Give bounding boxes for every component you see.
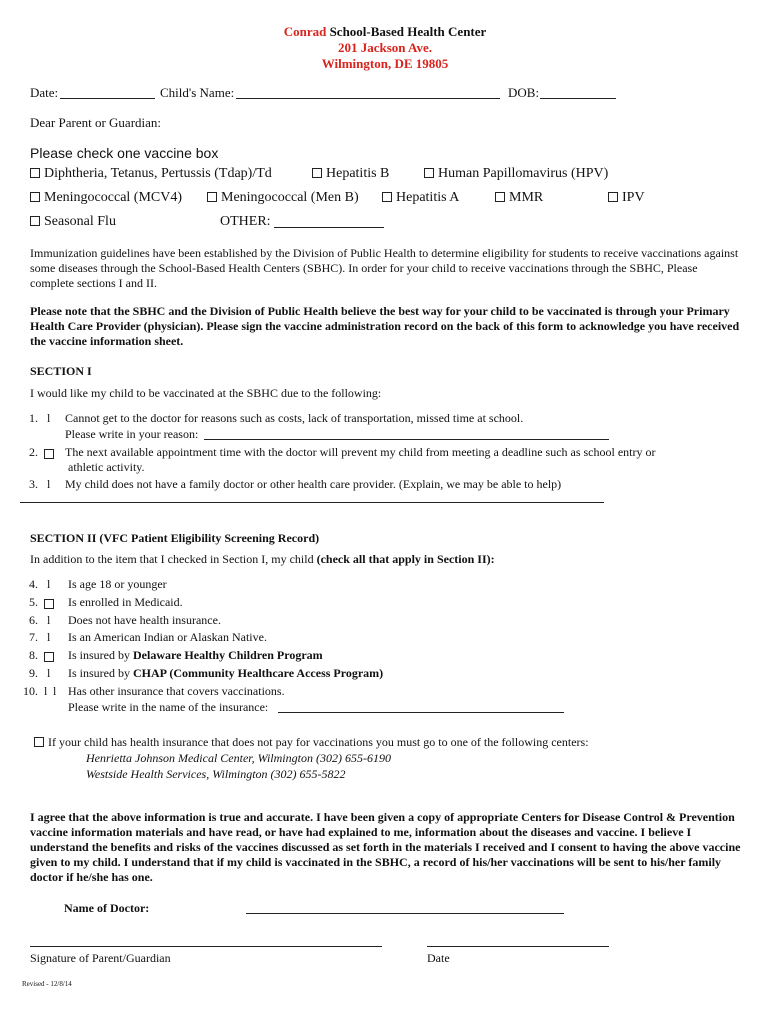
checkbox-mark[interactable]: l [47, 666, 51, 680]
checkbox[interactable] [608, 192, 618, 202]
doctor-name-field[interactable] [246, 913, 564, 914]
checkbox[interactable] [495, 192, 505, 202]
parent-signature-field[interactable] [30, 946, 382, 947]
checkbox-mark[interactable]: l [53, 684, 57, 698]
dob-field[interactable] [540, 98, 616, 99]
signature-date-field[interactable] [427, 946, 609, 947]
doctor-name-label: Name of Doctor: [64, 901, 150, 915]
vaccine-option-menb[interactable]: Meningococcal (Men B) [207, 190, 359, 206]
section1-item-2-sub: athletic activity. [68, 460, 145, 474]
section2-item-5: Is enrolled in Medicaid. [68, 595, 183, 609]
vaccine-option-ipv[interactable]: IPV [608, 190, 645, 206]
center-westside: Westside Health Services, Wilmington (302) 655-5822 [86, 767, 346, 781]
org-city: Wilmington, DE 19805 [321, 56, 449, 71]
checkbox-mark[interactable]: l [47, 411, 51, 425]
item-number: 7. [29, 630, 38, 644]
checkbox[interactable] [44, 597, 58, 612]
section2-item-9: Is insured by CHAP (Community Healthcare Access Program) [68, 666, 384, 680]
vaccine-option-mmr[interactable]: MMR [495, 190, 543, 206]
parent-signature-label: Signature of Parent/Guardian [30, 951, 171, 965]
org-name-rest: School-Based Health Center [326, 24, 487, 39]
vaccine-option-hepb[interactable]: Hepatitis B [312, 166, 389, 182]
item-number: 9. [29, 666, 38, 680]
date-label: Date: [30, 85, 59, 100]
insurance-field[interactable] [278, 712, 564, 713]
dob-label: DOB: [508, 85, 540, 100]
insurance-prompt: Please write in the name of the insurance: [68, 700, 269, 714]
section2-intro: In addition to the item that I checked in Section I, my child (check all that apply in Section II): [30, 552, 495, 566]
vaccine-option-hpv[interactable]: Human Papillomavirus (HPV) [424, 166, 608, 182]
item-number: 3. [29, 477, 38, 491]
item-number: 8. [29, 648, 38, 662]
section2-item-8: Is insured by Delaware Healthy Children Program [68, 648, 323, 662]
vaccine-option-hepa[interactable]: Hepatitis A [382, 190, 459, 206]
item-number: 1. [29, 411, 38, 425]
org-name [0, 24, 770, 40]
checkbox-mark[interactable]: l [47, 630, 51, 644]
checkbox[interactable] [30, 168, 40, 178]
section2-item-6: Does not have health insurance. [68, 613, 221, 627]
section1-item-3: My child does not have a family doctor or other health care provider. (Explain, we may be able to help) [65, 477, 562, 491]
center-henrietta: Henrietta Johnson Medical Center, Wilmington (302) 655-6190 [86, 751, 391, 765]
child-name-label: Child's Name: [160, 85, 235, 100]
explain-field[interactable] [20, 502, 604, 503]
item-number: 6. [29, 613, 38, 627]
section1-intro: I would like my child to be vaccinated at the SBHC due to the following: [30, 386, 382, 400]
item-number: 5. [29, 595, 38, 609]
agreement-paragraph: I agree that the above information is true and accurate. I have been given a copy of appropriate Centers for Disease Control & Prevention vaccine information materials and have read, or have had explained to me, information about the diseases and vaccine. I believe I understand the benefits and risks of the vaccines discussed as set forth in the materials I received and I consent to having the above vaccine given to my child. I understand that if my child is vaccinated in the SBHC, a record of his/her vaccinations will be sent to his/her family doctor if he/she has one. [30, 810, 741, 884]
checkbox[interactable] [382, 192, 392, 202]
intro-paragraph: Immunization guidelines have been established by the Division of Public Health to determine eligibility for students to receive vaccinations against some diseases through the School-Based Health Centers (SBHC). In order for your child to receive vaccinations through the SBHC, Please complete sections I and II. [30, 246, 739, 290]
section2-item-7: Is an American Indian or Alaskan Native. [68, 630, 267, 644]
vaccine-option-tdap[interactable]: Diphtheria, Tetanus, Pertussis (Tdap)/Td [30, 166, 272, 182]
signature-date-label: Date [427, 951, 450, 965]
checkbox-mark[interactable]: l [44, 684, 48, 698]
greeting: Dear Parent or Guardian: [30, 115, 162, 130]
vaccine-other-label: OTHER: [220, 214, 271, 229]
checkbox[interactable] [30, 192, 40, 202]
vaccine-option-flu[interactable]: Seasonal Flu [30, 214, 116, 230]
item-number: 2. [29, 445, 38, 459]
item-number: 4. [29, 577, 38, 591]
checkbox[interactable] [424, 168, 434, 178]
vaccine-option-mcv4[interactable]: Meningococcal (MCV4) [30, 190, 182, 206]
checkbox[interactable] [312, 168, 322, 178]
section2-item-4: Is age 18 or younger [68, 577, 167, 591]
checkbox[interactable] [44, 650, 58, 665]
reason-field[interactable] [204, 439, 609, 440]
section2-item-10: Has other insurance that covers vaccinations. [68, 684, 285, 698]
section2-title: SECTION II (VFC Patient Eligibility Screening Record) [30, 531, 320, 545]
org-name-prefix: Conrad [283, 24, 327, 39]
checkbox-mark[interactable]: l [47, 613, 51, 627]
vaccine-prompt: Please check one vaccine box [30, 145, 219, 161]
org-address: 201 Jackson Ave. [337, 40, 432, 55]
item-number: 10. [23, 684, 38, 698]
checkbox[interactable] [30, 216, 40, 226]
section1-item-1: Cannot get to the doctor for reasons such as costs, lack of transportation, missed time at school. [65, 411, 524, 425]
section1-title: SECTION I [30, 364, 92, 378]
checkbox-mark[interactable]: l [47, 577, 51, 591]
date-field[interactable] [60, 98, 155, 99]
section1-item-1-sub: Please write in your reason: [65, 427, 199, 441]
vaccine-other-field[interactable] [274, 227, 384, 228]
note-paragraph: Please note that the SBHC and the Division of Public Health believe the best way for your child to be vaccinated is through your Primary Health Care Provider (physician). Please sign the vaccine administration record on the back of this form to acknowledge you have received the vaccine information sheet. [30, 304, 740, 348]
section1-item-2: The next available appointment time with the doctor will prevent my child from meeting a deadline such as school entry or [65, 445, 656, 459]
revised-date: Revised - 12/8/14 [22, 980, 72, 988]
checkbox[interactable] [207, 192, 217, 202]
checkbox[interactable] [34, 737, 44, 747]
child-name-field[interactable] [236, 98, 500, 99]
centers-intro: If your child has health insurance that does not pay for vaccinations you must go to one of the following centers: [34, 735, 589, 750]
checkbox-mark[interactable]: l [47, 477, 51, 491]
checkbox[interactable] [44, 447, 58, 462]
